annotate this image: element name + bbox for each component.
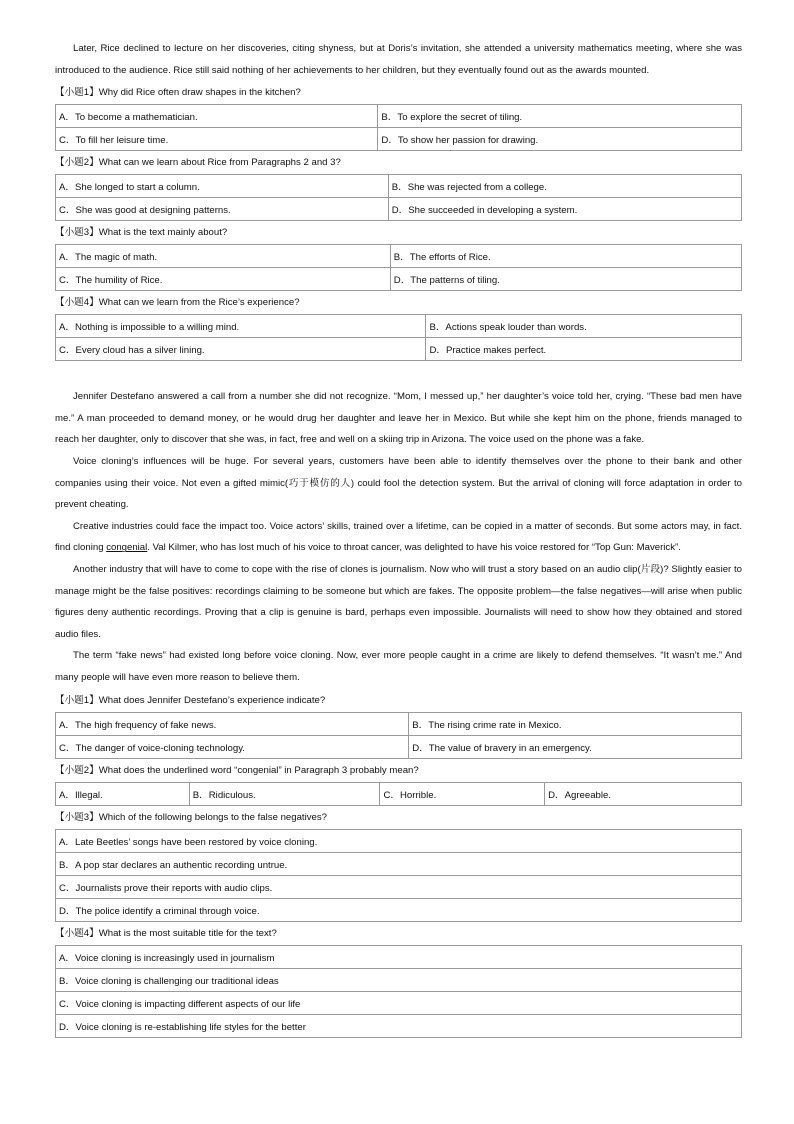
options-table [55, 945, 742, 1038]
option-b[interactable]: B．She was rejected from a college. [388, 175, 741, 198]
option-c[interactable]: C．The danger of voice-cloning technology. [56, 735, 409, 758]
options-table [55, 314, 742, 361]
option-a[interactable]: A．She longed to start a column. [56, 175, 389, 198]
options-table [55, 712, 742, 759]
question-stem: 【小题4】What is the most suitable title for the text? [55, 927, 277, 939]
option-b[interactable]: B．Actions speak louder than words. [426, 315, 742, 338]
paragraph-text: Creative industries could face the impact too. Voice actors’ skills, trained over a lifetime, can be copied in a matter of seconds. But some actors may, in fact. find cloning [55, 520, 742, 554]
question-stem: 【小题2】What can we learn about Rice from Paragraphs 2 and 3? [55, 157, 341, 169]
passage2-paragraph-3 [55, 516, 742, 559]
options-table [55, 104, 742, 151]
option-d[interactable]: D．The patterns of tiling. [390, 268, 741, 291]
option-a[interactable]: A．The magic of math. [56, 245, 391, 268]
question-stem: 【小题1】Why did Rice often draw shapes in the kitchen? [55, 87, 301, 99]
option-a[interactable]: A．To become a mathematician. [56, 105, 378, 128]
options-table [55, 174, 742, 221]
option-c[interactable]: C．The humility of Rice. [56, 268, 391, 291]
option-d[interactable]: D．She succeeded in developing a system. [388, 198, 741, 221]
passage1-paragraph: Later, Rice declined to lecture on her discoveries, citing shyness, but at Doris’s invitation, she attended a university mathematics meeting, where she was introduced to the audience. Rice still said nothing of her achievements to her children, but they eventually found out as the awards mounted. [55, 43, 742, 76]
option-b[interactable]: B．Ridiculous. [189, 782, 380, 805]
passage2-paragraph-4: Another industry that will have to come to cope with the rise of clones is journalism. Now who will trust a story based on an audio clip(片段)? Slightly easier to manage might be the false positives: recordings claiming to be someone but which are fakes. The opposite problem—the false negatives—will arise when public figures deny authentic recordings. Proving that a clip is genuine is bard, perhaps even impossible. Journalists will need to show how they obtained and stored audio files. [55, 563, 742, 640]
options-table [55, 244, 742, 291]
passage2-paragraph-1: Jennifer Destefano answered a call from a number she did not recognize. “Mom, I messed up,” her daughter’s voice told her, crying. “These bad men have me.” A man proceeded to demand money, or he would drug her daughter and leave her in Mexico. But while she kept him on the phone, friends managed to reach her daughter, only to discover that she was, in fact, free and well on a skiing trip in Arizona. The voice used on the phone was a fake. [55, 391, 742, 446]
option-d[interactable]: D．Practice makes perfect. [426, 338, 742, 361]
option-a[interactable]: A．Voice cloning is increasingly used in journalism [56, 945, 742, 968]
question-stem: 【小题3】What is the text mainly about? [55, 227, 228, 239]
question-stem: 【小题4】What can we learn from the Rice’s experience? [55, 297, 300, 309]
option-d[interactable]: D．The police identify a criminal through voice. [56, 898, 742, 921]
option-a[interactable]: A．Late Beetles’ songs have been restored by voice cloning. [56, 829, 742, 852]
option-c[interactable]: C．To fill her leisure time. [56, 128, 378, 151]
question-stem: 【小题3】Which of the following belongs to the false negatives? [55, 811, 327, 823]
option-b[interactable]: B．Voice cloning is challenging our traditional ideas [56, 968, 742, 991]
passage2-paragraph-2: Voice cloning’s influences will be huge. For several years, customers have been able to identify themselves over the phone to their bank and other companies using their voice. Not even a gifted mimic(巧于模仿的人) could fool the detection system. But the arrival of cloning will force adaptation in order to prevent cheating. [55, 455, 742, 511]
option-b[interactable]: B．The rising crime rate in Mexico. [409, 712, 742, 735]
option-c[interactable]: C．She was good at designing patterns. [56, 198, 389, 221]
option-c[interactable]: C．Horrible. [380, 782, 545, 805]
options-table [55, 829, 742, 922]
option-a[interactable]: A．Illegal. [56, 782, 190, 805]
document-page [55, 38, 742, 1038]
paragraph-text: . Val Kilmer, who has lost much of his voice to throat cancer, was delighted to have his voice restored for “Top Gun: Maverick”. [147, 542, 681, 554]
underlined-word: congenial [106, 542, 148, 554]
question-stem: 【小题1】What does Jennifer Destefano’s experience indicate? [55, 694, 326, 706]
option-d[interactable]: D．The value of bravery in an emergency. [409, 735, 742, 758]
option-c[interactable]: C．Journalists prove their reports with audio clips. [56, 875, 742, 898]
option-a[interactable]: A．Nothing is impossible to a willing mind. [56, 315, 426, 338]
passage2-paragraph-5: The term “fake news” had existed long before voice cloning. Now, ever more people caught in a crime are likely to defend themselves. “It wasn’t me.” And many people will have even more reason to believe them. [55, 650, 742, 683]
option-d[interactable]: D．To show her passion for drawing. [378, 128, 742, 151]
question-stem: 【小题2】What does the underlined word “congenial” in Paragraph 3 probably mean? [55, 764, 419, 776]
options-table [55, 782, 742, 806]
option-d[interactable]: D．Voice cloning is re-establishing life styles for the better [56, 1014, 742, 1037]
option-d[interactable]: D．Agreeable. [545, 782, 742, 805]
option-c[interactable]: C．Voice cloning is impacting different aspects of our life [56, 991, 742, 1014]
option-c[interactable]: C．Every cloud has a silver lining. [56, 338, 426, 361]
option-a[interactable]: A．The high frequency of fake news. [56, 712, 409, 735]
option-b[interactable]: B．The efforts of Rice. [390, 245, 741, 268]
option-b[interactable]: B．To explore the secret of tiling. [378, 105, 742, 128]
option-b[interactable]: B．A pop star declares an authentic recording untrue. [56, 852, 742, 875]
